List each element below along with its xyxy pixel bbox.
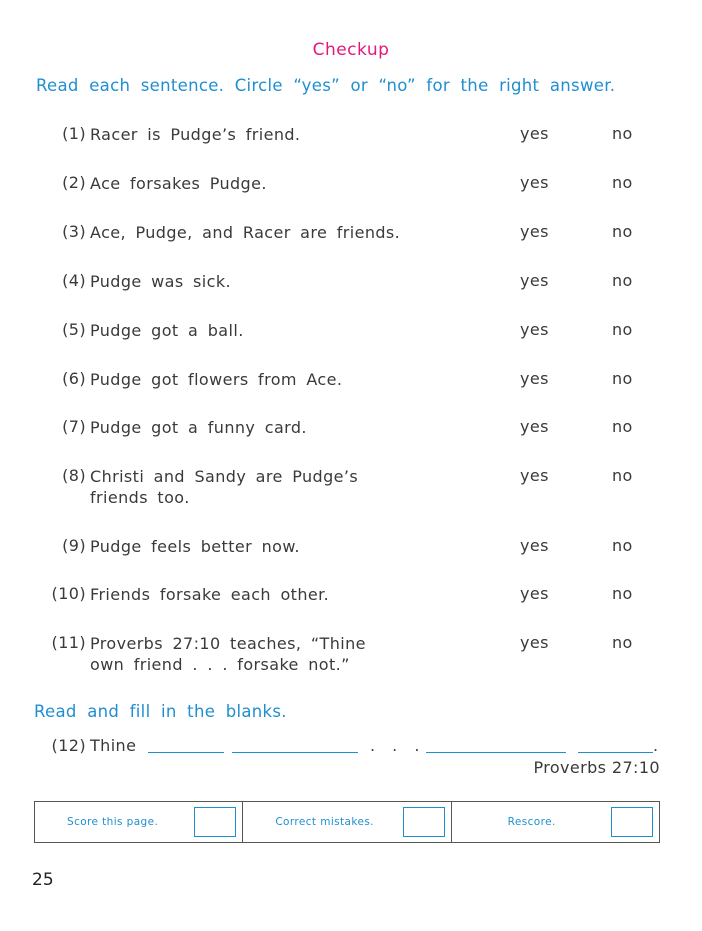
blank-4[interactable] (578, 752, 653, 753)
question-text: Ace, Pudge, and Racer are friends. (90, 223, 401, 242)
question-text: Pudge got a ball. (90, 321, 244, 340)
question-number: (10) (51, 584, 86, 603)
question-text: Ace forsakes Pudge. (90, 174, 267, 193)
yes-option[interactable]: yes (520, 271, 549, 290)
verse-reference: Proverbs 27:10 (533, 758, 660, 777)
question-number: (7) (62, 417, 86, 436)
question-number: (3) (62, 222, 86, 241)
question-number: (5) (62, 320, 86, 339)
correct-cell (243, 802, 451, 842)
question-text: Friends forsake each other. (90, 585, 330, 604)
no-option[interactable]: no (612, 466, 633, 485)
page-title: Checkup (312, 40, 390, 60)
no-option[interactable]: no (612, 584, 633, 603)
rescore-input-box[interactable] (611, 807, 653, 837)
yes-option[interactable]: yes (520, 124, 549, 143)
no-option[interactable]: no (612, 320, 633, 339)
blank-3[interactable] (426, 752, 566, 753)
question-text: Racer is Pudge’s friend. (90, 125, 301, 144)
no-option[interactable]: no (612, 271, 633, 290)
question-text: Pudge feels better now. (90, 537, 300, 556)
no-option[interactable]: no (612, 369, 633, 388)
score-label: Score this page. (67, 816, 159, 828)
blank-2[interactable] (232, 752, 358, 753)
no-option[interactable]: no (612, 173, 633, 192)
rescore-label: Rescore. (507, 816, 556, 828)
no-option[interactable]: no (612, 222, 633, 241)
yes-option[interactable]: yes (520, 584, 549, 603)
no-option[interactable]: no (612, 417, 633, 436)
instruction-circle: Read each sentence. Circle “yes” or “no” for the right answer. (36, 76, 616, 95)
yes-option[interactable]: yes (520, 369, 549, 388)
correct-label: Correct mistakes. (275, 816, 374, 828)
ellipsis: . . . (370, 736, 426, 755)
question-number: (8) (62, 466, 86, 485)
no-option[interactable]: no (612, 536, 633, 555)
question-number: (4) (62, 271, 86, 290)
rescore-cell (452, 802, 659, 842)
no-option[interactable]: no (612, 124, 633, 143)
question-number: (1) (62, 124, 86, 143)
no-option[interactable]: no (612, 633, 633, 652)
fill-start-word: Thine (90, 736, 137, 755)
question-text: Pudge was sick. (90, 272, 231, 291)
question-number: (11) (51, 633, 86, 652)
score-input-box[interactable] (194, 807, 236, 837)
blank-1[interactable] (148, 752, 224, 753)
yes-option[interactable]: yes (520, 536, 549, 555)
page-number: 25 (32, 870, 54, 890)
correct-input-box[interactable] (403, 807, 445, 837)
question-text: Pudge got flowers from Ace. (90, 370, 343, 389)
question-number: (6) (62, 369, 86, 388)
yes-option[interactable]: yes (520, 466, 549, 485)
question-text: Proverbs 27:10 teaches, “Thine own friend . . . forsake not.” (90, 634, 366, 674)
question-number: (9) (62, 536, 86, 555)
question-number: (2) (62, 173, 86, 192)
score-cell (35, 802, 243, 842)
score-box (34, 801, 660, 843)
question-number: (12) (51, 736, 86, 755)
question-text: Christi and Sandy are Pudge’s friends too. (90, 467, 359, 507)
yes-option[interactable]: yes (520, 222, 549, 241)
yes-option[interactable]: yes (520, 320, 549, 339)
period: . (653, 736, 659, 755)
yes-option[interactable]: yes (520, 173, 549, 192)
instruction-fill: Read and fill in the blanks. (34, 702, 287, 721)
question-text: Pudge got a funny card. (90, 418, 307, 437)
yes-option[interactable]: yes (520, 633, 549, 652)
yes-option[interactable]: yes (520, 417, 549, 436)
